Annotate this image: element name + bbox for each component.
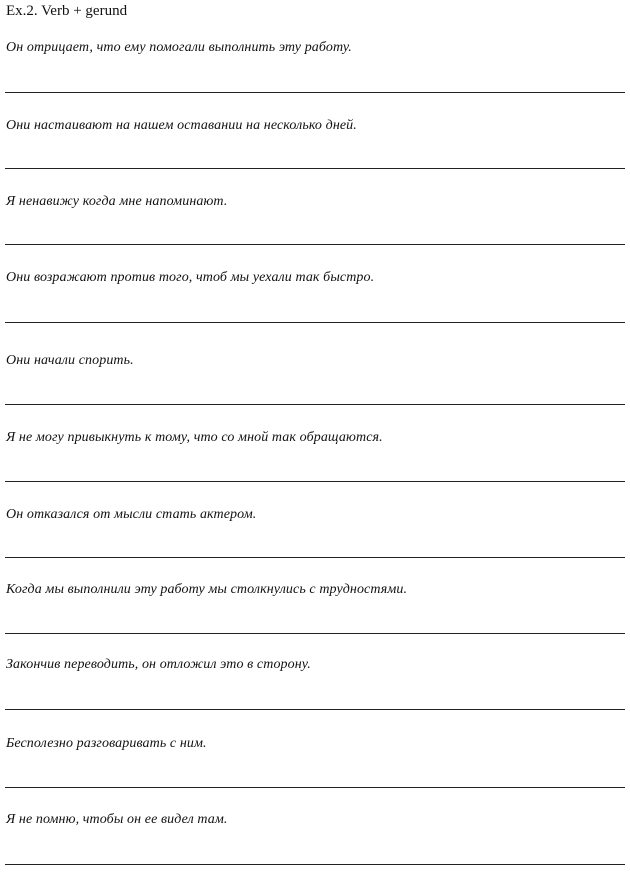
answer-line-8[interactable]	[5, 633, 625, 634]
exercise-sentence-9: Закончив переводить, он отложил это в сторону.	[6, 657, 311, 672]
answer-line-11[interactable]	[5, 864, 625, 865]
exercise-sentence-7: Он отказался от мысли стать актером.	[6, 507, 257, 522]
answer-line-1[interactable]	[5, 92, 625, 93]
exercise-sentence-8: Когда мы выполнили эту работу мы столкнулись с трудностями.	[6, 582, 408, 597]
answer-line-7[interactable]	[5, 557, 625, 558]
exercise-sentence-3: Я ненавижу когда мне напоминают.	[6, 194, 228, 209]
answer-line-10[interactable]	[5, 787, 625, 788]
exercise-sentence-4: Они возражают против того, чтоб мы уехали так быстро.	[6, 270, 375, 285]
answer-line-4[interactable]	[5, 322, 625, 323]
exercise-sentence-1: Он отрицает, что ему помогали выполнить эту работу.	[6, 40, 352, 55]
answer-line-3[interactable]	[5, 244, 625, 245]
answer-line-9[interactable]	[5, 709, 625, 710]
exercise-sentence-2: Они настаивают на нашем оставании на несколько дней.	[6, 118, 357, 133]
exercise-sentence-10: Бесполезно разговаривать с ним.	[6, 736, 207, 751]
exercise-sentence-5: Они начали спорить.	[6, 353, 134, 368]
answer-line-5[interactable]	[5, 404, 625, 405]
exercise-sentence-11: Я не помню, чтобы он ее видел там.	[6, 812, 228, 827]
exercise-sentence-6: Я не могу привыкнуть к тому, что со мной так обращаются.	[6, 430, 383, 445]
answer-line-2[interactable]	[5, 168, 625, 169]
exercise-title: Ex.2. Verb + gerund	[6, 3, 128, 19]
answer-line-6[interactable]	[5, 481, 625, 482]
